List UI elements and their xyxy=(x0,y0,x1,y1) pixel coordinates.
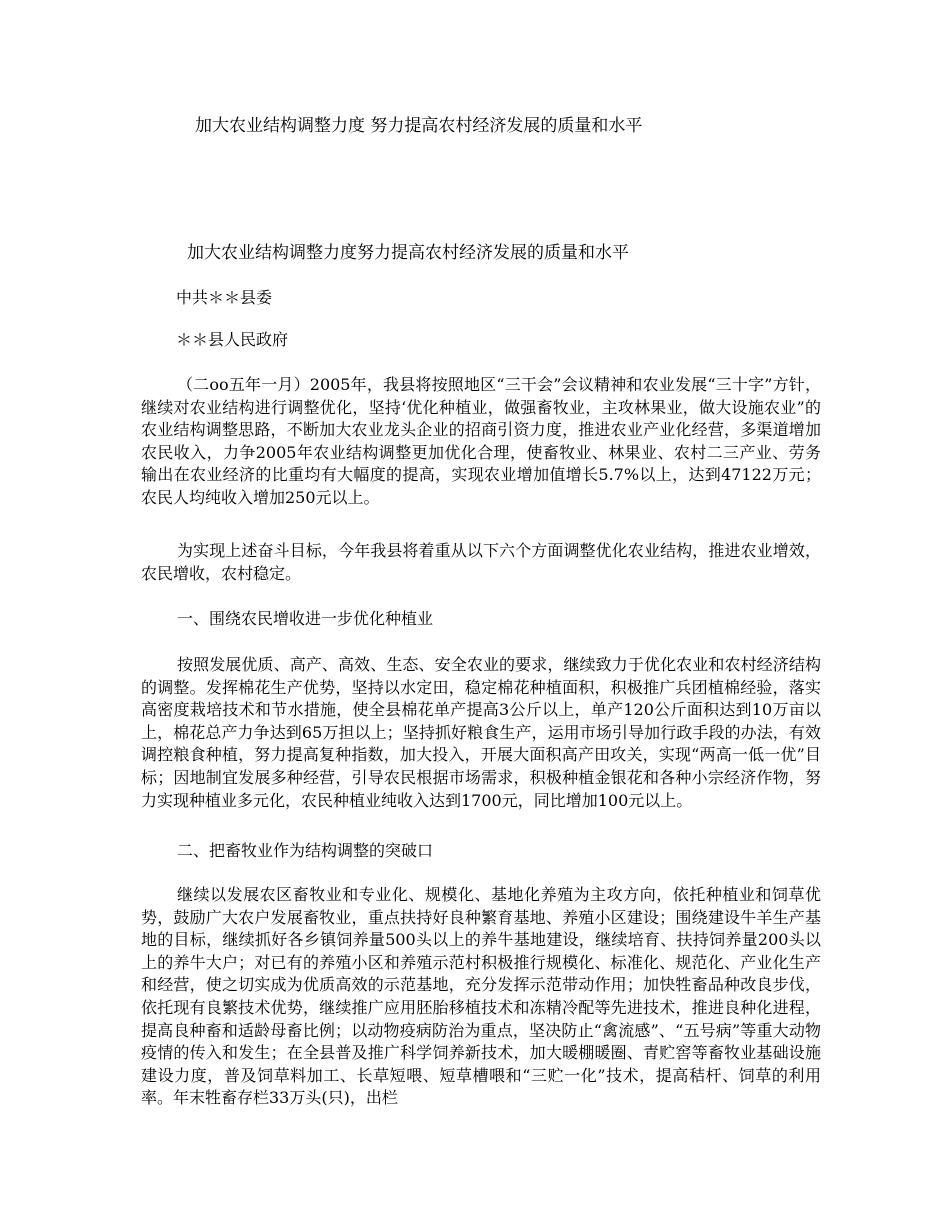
author-county-government: ＊＊县人民政府 xyxy=(176,330,289,349)
paragraph-goals: 为实现上述奋斗目标，今年我县将着重从以下六个方面调整优化农业结构，推进农业增效，农民增收，农村稳定。 xyxy=(141,541,821,583)
section-heading-2: 二、把畜牧业作为结构调整的突破口 xyxy=(177,841,434,860)
paragraph-section-1: 按照发展优质、高产、高效、生态、安全农业的要求，继续致力于优化农业和农村经济结构的调整。发挥棉花生产优势，坚持以水定田，稳定棉花种植面积，积极推广兵团植棉经验，落实高密度栽培技术和节水措施，使全县棉花单产提高3公斤以上，单产120公斤面积达到10万亩以上，棉花总产力争达到65万担以上；坚持抓好粮食生产，运用市场引导加行政手段的办法，有效调控粮食种植，努力提高复种指数，加大投入，开展大面积高产田攻关，实现“两高一低一优”目标；因地制宜发展多种经营，引导农民根据市场需求，积极种植金银花和各种小宗经济作物，努力实现种植业多元化，农民种植业纯收入达到1700元，同比增加100元以上。 xyxy=(141,655,821,810)
paragraph-section-2: 继续以发展农区畜牧业和专业化、规模化、基地化养殖为主攻方向，依托种植业和饲草优势，鼓励广大农户发展畜牧业，重点扶持好良种繁育基地、养殖小区建设；围绕建设牛羊生产基地的目标，继续抓好各乡镇饲养量500头以上的养牛基地建设，继续培育、扶持饲养量200头以上的养牛大户；对已有的养殖小区和养殖示范村积极推行规模化、标准化、规范化、产业化生产和经营，使之切实成为优质高效的示范基地，充分发挥示范带动作用；加快牲畜品种改良步伐，依托现有良繁技术优势，继续推广应用胚胎移植技术和冻精冷配等先进技术，推进良种化进程，提高良种畜和适龄母畜比例；以动物疫病防治为重点，坚决防止“禽流感”、“五号病”等重大动物疫情的传入和发生；在全县普及推广科学饲养新技术，加大暖棚暖圈、青贮窖等畜牧业基础设施建设力度，普及饲草料加工、长草短喂、短草槽喂和“三贮一化”技术，提高秸杆、饲草的利用率。年末牲畜存栏33万头(只)，出栏 xyxy=(141,885,821,1108)
author-party-committee: 中共＊＊县委 xyxy=(176,288,273,307)
section-heading-1: 一、围绕农民增收进一步优化种植业 xyxy=(177,609,434,628)
cover-title: 加大农业结构调整力度 努力提高农村经济发展的质量和水平 xyxy=(195,116,643,136)
main-title: 加大农业结构调整力度努力提高农村经济发展的质量和水平 xyxy=(187,243,629,263)
paragraph-intro: （二oo五年一月）2005年，我县将按照地区“三干会”会议精神和农业发展“三十字”方针，继续对农业结构进行调整优化，坚持‘优化种植业，做强畜牧业，主攻林果业，做大设施农业”的农业结构调整思路，不断加大农业龙头企业的招商引资力度，推进农业产业化经营，多渠道增加农民收入，力争2005年农业结构调整更加优化合理，使畜牧业、林果业、农村二三产业、劳务输出在农业经济的比重均有大幅度的提高，实现农业增加值增长5.7%以上，达到47122万元；农民人均纯收入增加250元以上。 xyxy=(141,375,821,507)
